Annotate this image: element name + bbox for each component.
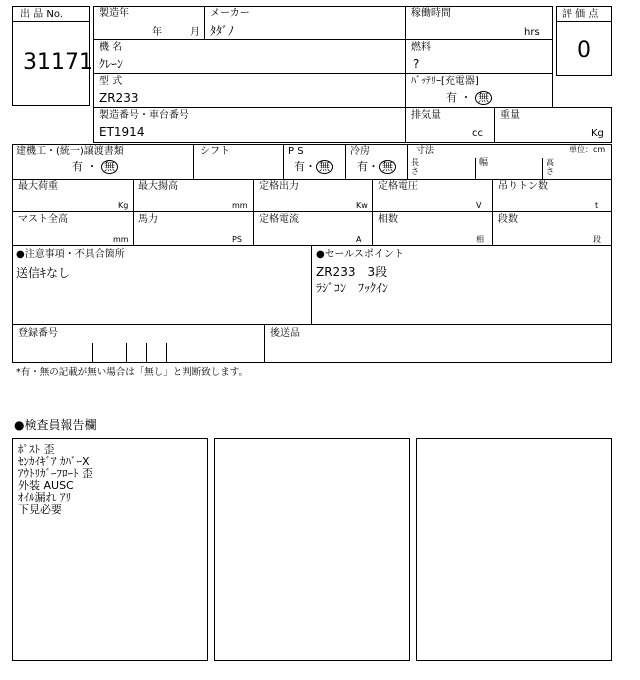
divider — [492, 211, 493, 246]
phase-label: 相数 — [378, 214, 398, 225]
ps-no-circled: 無 — [316, 160, 333, 174]
model-name-cell — [93, 39, 406, 74]
stages-label: 段数 — [498, 214, 518, 225]
max-lift-label: 最大揚高 — [138, 181, 178, 192]
rated-current-label: 定格電流 — [259, 214, 299, 225]
hours-label: 稼働時間 — [411, 8, 451, 19]
cooler-dot: ・ — [368, 160, 379, 173]
mast-height-label: マスト全高 — [18, 214, 68, 225]
ps-yes: 有 — [294, 160, 305, 173]
model-name-value: ｸﾚｰﾝ — [99, 57, 124, 71]
inspector-line: 外装 AUSC — [18, 479, 74, 492]
rated-output-label: 定格出力 — [259, 181, 299, 192]
divider — [253, 211, 254, 246]
length-label-1: 長 — [411, 158, 419, 167]
battery-no-circled: 無 — [475, 91, 492, 105]
battery-label: ﾊﾞｯﾃﾘｰ[充電器] — [411, 76, 479, 87]
inspector-line: 下見必要 — [18, 503, 62, 516]
dims-label: 寸法 — [416, 146, 435, 156]
inspector-line: ｵｲﾙ漏れ ｱﾘ — [18, 491, 71, 504]
inspector-line: ｾﾝｶｲｷﾞｱ ｶﾊﾞｰX — [18, 455, 90, 468]
shipping-label: 後送品 — [270, 328, 300, 339]
model-name-label: 機 名 — [99, 42, 123, 53]
horsepower-unit: PS — [232, 235, 242, 244]
inspector-box-3 — [416, 438, 612, 661]
length-label-2: さ — [411, 167, 419, 176]
displacement-label: 排気量 — [411, 110, 441, 121]
rated-output-unit: Kw — [356, 201, 368, 210]
rated-voltage-unit: V — [476, 201, 482, 210]
divider — [372, 211, 373, 246]
sales-point-line-2: ﾗｼﾞｺﾝ ﾌｯｸｲﾝ — [316, 281, 389, 295]
maker-value: ﾀﾀﾞﾉ — [210, 24, 235, 38]
inspector-line: ｱｳﾄﾘｶﾞｰﾌﾛｰﾄ 歪 — [18, 467, 93, 480]
stages-unit: 段 — [593, 235, 601, 244]
sales-point-line-1: ZR233 3段 — [316, 265, 388, 279]
height-label-1: 高 — [546, 158, 554, 167]
docs-no-circled: 無 — [101, 160, 118, 174]
lot-no-label: 出 品 No. — [20, 9, 63, 20]
divider — [146, 343, 147, 363]
registration-label: 登録番号 — [18, 328, 58, 339]
type-label: 型 式 — [99, 76, 123, 87]
docs-dot: ・ — [86, 160, 98, 173]
shift-label: シフト — [200, 146, 230, 157]
divider — [193, 144, 194, 180]
cooler-label: 冷房 — [350, 146, 370, 157]
width-label: 幅 — [479, 158, 489, 168]
docs-yes: 有 — [72, 160, 83, 173]
fuel-value: ? — [413, 57, 420, 71]
mast-height-unit: mm — [113, 235, 129, 244]
maker-label: メーカー — [210, 8, 250, 19]
lot-number: 31171 — [23, 50, 93, 75]
battery-yes-no — [446, 91, 492, 105]
ps-dot: ・ — [305, 160, 316, 173]
serial-value: ET1914 — [99, 125, 145, 139]
lift-ton-label: 吊りトン数 — [498, 181, 548, 192]
cooler-yes: 有 — [357, 160, 368, 173]
fuel-label: 燃料 — [411, 42, 431, 53]
max-lift-unit: mm — [232, 201, 248, 210]
rating-label: 評 価 点 — [562, 9, 599, 20]
phase-unit: 相 — [476, 235, 484, 244]
cooler-no-circled: 無 — [379, 160, 396, 174]
inspector-section-label: ●検査員報告欄 — [14, 418, 97, 432]
weight-unit: Kg — [591, 128, 604, 139]
caution-value: 送信ｷなし — [16, 266, 71, 280]
divider — [345, 144, 346, 180]
divider — [166, 343, 167, 363]
sales-point-label: ●セールスポイント — [316, 249, 404, 260]
dims-unit: 単位：cm — [569, 145, 606, 154]
weight-label: 重量 — [500, 110, 520, 121]
divider — [92, 343, 93, 363]
rated-voltage-label: 定格電圧 — [378, 181, 418, 192]
docs-yes-no — [72, 160, 118, 174]
month-unit: 月 — [190, 27, 200, 38]
ps-label: P S — [288, 146, 304, 157]
displacement-unit: cc — [472, 128, 483, 139]
divider — [475, 158, 476, 180]
divider — [126, 343, 127, 363]
max-load-unit: Kg — [118, 201, 129, 210]
battery-dot: ・ — [460, 91, 472, 104]
inspector-line: ﾎﾟｽﾄ 歪 — [18, 443, 55, 456]
docs-label: 建機工・(統一)譲渡書類 — [16, 146, 124, 157]
lift-ton-unit: t — [595, 201, 599, 210]
type-cell — [93, 73, 406, 108]
rating-value: 0 — [577, 38, 591, 63]
hours-unit: hrs — [524, 27, 540, 38]
battery-yes: 有 — [446, 91, 457, 104]
divider — [407, 144, 408, 180]
shipping-cell — [264, 324, 612, 363]
divider — [283, 144, 284, 180]
spec-row-2 — [12, 211, 612, 246]
horsepower-label: 馬力 — [138, 214, 158, 225]
footnote: *有・無の記載が無い場合は「無し」と判断致します。 — [16, 367, 248, 378]
serial-label: 製造番号・車台番号 — [99, 110, 189, 121]
divider — [133, 211, 134, 246]
cooler-yes-no — [357, 160, 396, 174]
ps-yes-no — [294, 160, 333, 174]
height-label-2: さ — [546, 167, 554, 176]
caution-label: ●注意事項・不具合箇所 — [16, 249, 125, 260]
max-load-label: 最大荷重 — [18, 181, 58, 192]
inspector-box-2 — [214, 438, 410, 661]
divider — [542, 158, 543, 180]
type-value: ZR233 — [99, 91, 139, 105]
rated-current-unit: A — [356, 235, 362, 244]
year-unit: 年 — [152, 27, 162, 38]
year-label: 製造年 — [99, 8, 129, 19]
